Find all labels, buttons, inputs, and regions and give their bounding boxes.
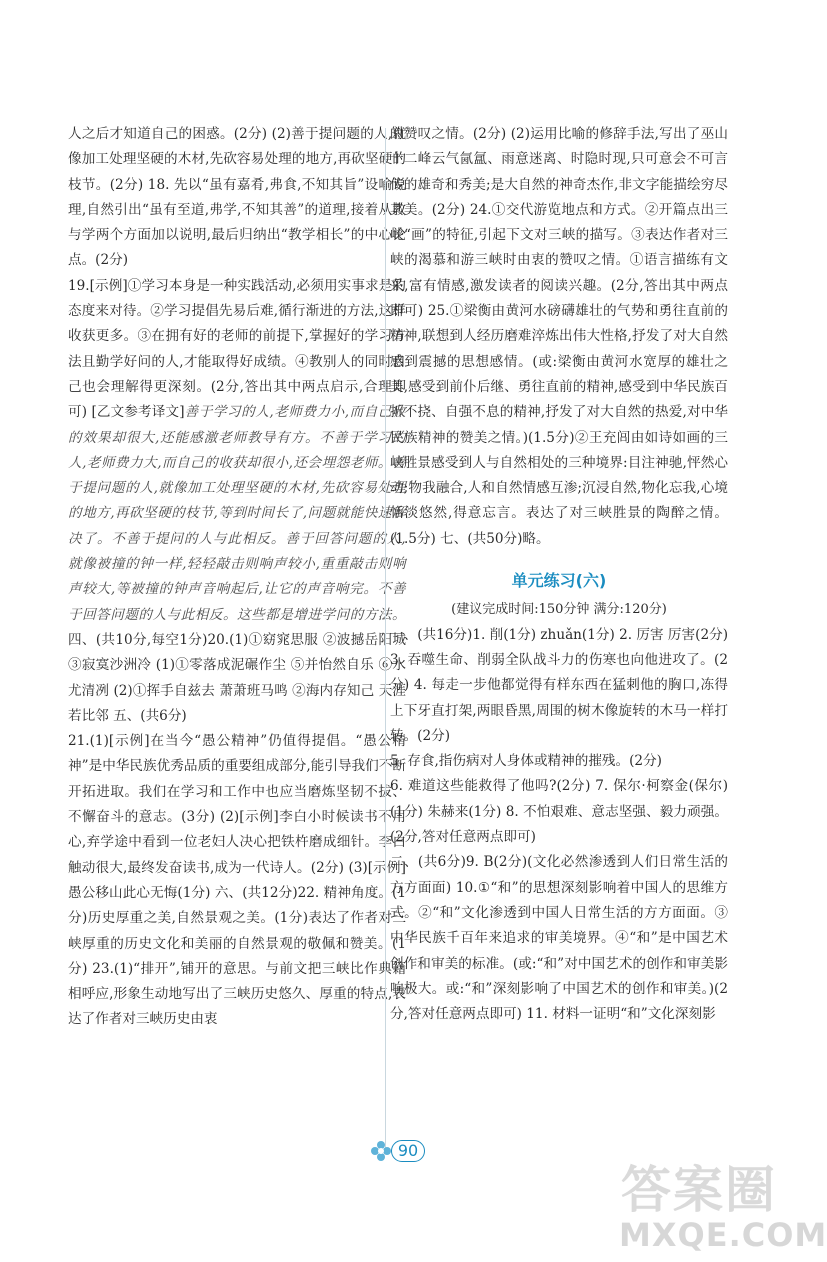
answer-text: 四、(共10分,每空1分)20.(1)①窈窕思服 ②波撼岳阳城 ③寂寞沙洲冷 (1)①零落成泥碾作尘 ⑤并怡然自乐 ⑥水尤清冽 (2)①挥手自兹去 萧萧班马鸣 ②海内存知己 天涯若比邻 五、(共6分) xyxy=(68,631,406,724)
answer-paragraph: 的赞叹之情。(2分) (2)运用比喻的修辞手法,写出了巫山十二峰云气氤氲、雨意迷离、时隐时现,只可意会不可言传的雄奇和秀美;是大自然的神奇杰作,非文字能描绘穷尽其美。(2分) 24.①交代游览地点和方式。②开篇点出三峡“画”的特征,引起下文对三峡的描写。③表达作者对三峡的渴慕和游三峡时由衷的赞叹之情。①语言描练有文采,富有情感,激发读者的阅读兴趣。(2分,答出其中两点即可) 25.①梁衡由黄河水磅礴雄壮的气势和勇往直前的精神,联想到人经历磨难淬炼出伟大性格,抒发了对大自然感到震撼的思想感情。(或:梁衡由黄河水宽厚的雄壮之美,感受到前仆后继、勇往直前的精神,感受到中华民族百折不挠、自强不息的精神,抒发了对大自然的热爱,对中华民族精神的赞美之情。)(1.5分)②王充闾由如诗如画的三峡胜景感受到人与自然相处的三种境界:目注神驰,怦然心动;物我融合,人和自然情感互渗;沉浸自然,物化忘我,心境恬淡悠然,得意忘言。表达了对三峡胜景的陶醉之情。(1.5分) 七、(共50分)略。 xyxy=(390,126,728,547)
answer-paragraph: 人之后才知道自己的困惑。(2分) (2)善于提问题的人,就像加工处理坚硬的木材,先砍容易处理的地方,再砍坚硬的枝节。(2分) 18. 先以“虽有嘉肴,弗食,不知其旨”设喻说理,自然引出“虽有至道,弗学,不知其善”的道理,接着从教与学两个方面加以说明,最后归纳出“教学相长”的中心论点。(2分) xyxy=(68,126,406,269)
answer-paragraph xyxy=(68,274,406,729)
page-number: 90 xyxy=(391,1140,425,1162)
answer-paragraph: 21.(1)[示例]在当今“愚公精神”仍值得提倡。“愚公精神”是中华民族优秀品质的重要组成部分,能引导我们不断开拓进取。我们在学习和工作中也应当磨炼坚韧不拔、不懈奋斗的意志。(3分) (2)[示例]李白小时候读书不用心,弃学途中看到一位老妇人决心把铁杵磨成细针。李白触动很大,最终发奋读书,成为一代诗人。(2分) (3)[示例]愚公移山此心无悔(1分) 六、(共12分)22. 精神角度。(1分)历史厚重之美,自然景观之美。(1分)表达了作者对三峡厚重的历史文化和美丽的自然景观的敬佩和赞美。(1分) 23.(1)“排开”,铺开的意思。与前文把三峡比作典籍相呼应,形象生动地写出了三峡历史悠久、厚重的特点,表达了作者对三峡历史由衷 xyxy=(68,733,406,1028)
translation-label: [乙文参考译文] xyxy=(87,404,185,421)
answer-paragraph: 二、(共6分)9. B(2分)(文化必然渗透到人们日常生活的方方面面) 10.①“和”的思想深刻影响着中国人的思维方式。②“和”文化渗透到中国人日常生活的方方面面。③中华民族千百年来追求的审美境界。④“和”是中国艺术创作和审美的标准。(或:“和”对中国艺术的创作和审美影响极大。或:“和”深刻影响了中国艺术的创作和审美。)(2分,答对任意两点即可) 11. 材料一证明“和”文化深刻影 xyxy=(390,854,728,1023)
time-score-note: (建议完成时间:150分钟 满分:120分) xyxy=(451,602,667,618)
page-number-badge xyxy=(370,1138,430,1164)
translation-text: 善于学习的人,老师费力小,而自己收的效果却很大,还能感激老师教导有方。不善于学习的人,老师费力大,而自己的收获却很小,还会埋怨老师。善于提问题的人,就像加工处理坚硬的木材,先砍容易处理的地方,再砍坚硬的枝节,等到时间长了,问题就能快速解决了。不善于提问的人与此相反。善于回答问题的人,就像被撞的钟一样,轻轻敲击则响声较小,重重敲击则响声较大,等被撞的钟声音响起后,让它的声音响完。不善于回答问题的人与此相反。这些都是增进学问的方法。 xyxy=(68,404,406,623)
answer-paragraph: 一、(共16分)1. 削(1分) zhuǎn(1分) 2. 厉害 厉害(2分) 3. 吞噬生命、削弱全队战斗力的伤寒也向他进攻了。(2分) 4. 每走一步他都觉得有样东西在猛刺他的胸口,冻得上下牙直打架,两眼昏黑,周围的树木像旋转的木马一样打转。(2分) xyxy=(390,626,728,744)
right-column xyxy=(390,122,728,1027)
watermark-url: MXQE.COM xyxy=(619,1216,827,1254)
left-column xyxy=(68,122,406,1033)
answer-paragraph: 6. 难道这些能救得了他吗?(2分) 7. 保尔·柯察金(保尔)(1分) 朱赫来(1分) 8. 不怕艰难、意志坚强、毅力顽强。(2分,答对任意两点即可) xyxy=(390,778,728,846)
watermark-text: 答案圈 xyxy=(621,1161,777,1219)
column-divider xyxy=(385,128,386,1148)
answer-paragraph: 5. 存食,指伤病对人身体或精神的摧残。(2分) xyxy=(390,753,662,770)
flower-icon xyxy=(370,1140,392,1162)
section-title: 单元练习(六) xyxy=(511,571,607,591)
answer-text: 19.[示例]①学习本身是一种实践活动,必须用实事求是的态度来对待。②学习提倡先易后难,循行渐进的方法,这样收获更多。③在拥有好的老师的前提下,掌握好的学习方法且勤学好问的人,才能取得好成绩。④教别人的同时自己也会理解得更深刻。(2分,答出其中两点启示,合理即可) xyxy=(68,277,406,421)
watermark-logo xyxy=(615,1150,827,1258)
